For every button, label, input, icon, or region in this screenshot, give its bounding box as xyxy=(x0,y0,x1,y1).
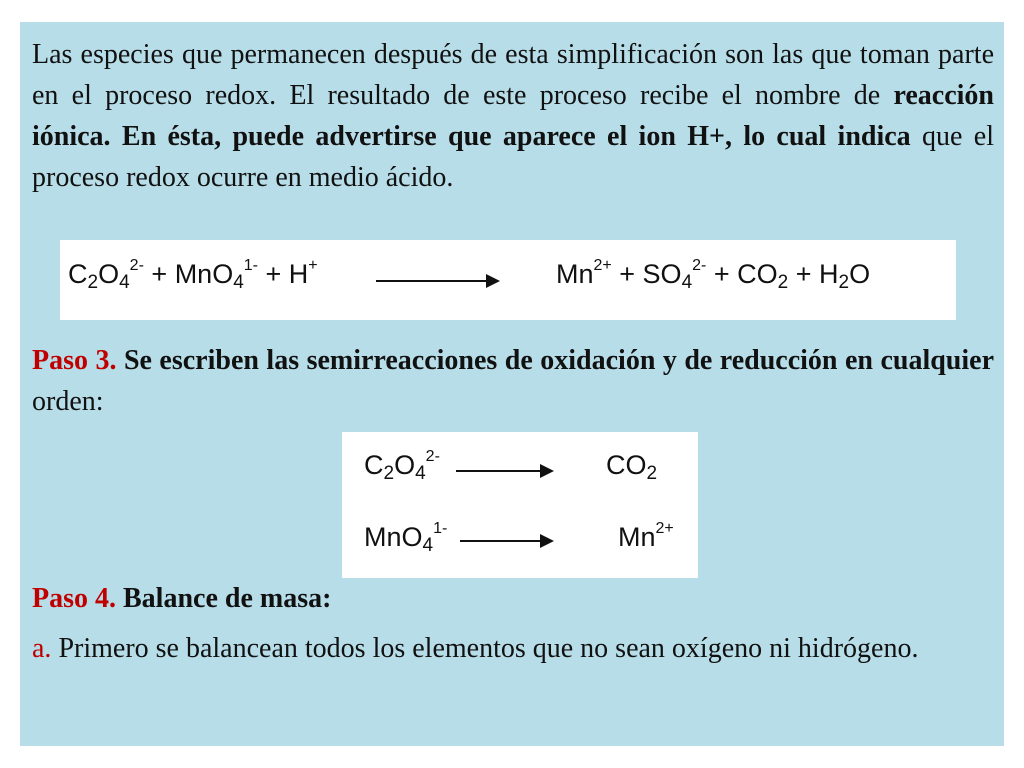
slide-panel xyxy=(20,22,1004,746)
oxidation-product: $CO_2$ xyxy=(606,450,658,484)
reaction-arrow xyxy=(376,280,498,282)
paso4-paragraph xyxy=(32,578,994,619)
intro-bold: reacción iónica. En ésta, puede advertirse que aparece el ion H+, lo cual indica xyxy=(32,80,994,152)
paso3-paragraph xyxy=(32,340,994,422)
step-a-paragraph xyxy=(32,628,994,669)
ionic-equation-products: $Mn^{2+} + SO_4^{2-} + CO_2 + H_2O$ xyxy=(556,257,871,293)
reduction-arrow xyxy=(460,540,552,542)
paso3-rest: orden: xyxy=(32,386,104,417)
intro-text: Las especies que permanecen después de esta simplificación son las que toman parte en el proceso redox. El resultado de este proceso recibe el nombre de xyxy=(32,39,994,111)
ionic-equation-box xyxy=(60,240,956,320)
half-reactions-box xyxy=(342,432,698,578)
oxidation-reactant: $C_2O_4^{2-}$ xyxy=(364,448,440,484)
paso4-label: Paso 4. xyxy=(32,583,116,614)
step-a-label: a. xyxy=(32,633,52,664)
oxidation-arrow xyxy=(456,470,552,472)
step-a-text: Primero se balancean todos los elementos que no sean oxígeno ni hidrógeno. xyxy=(51,633,919,664)
intro-text-end: que el proceso redox ocurre en medio ácido. xyxy=(32,121,994,193)
paso4-bold: Balance de masa: xyxy=(116,583,332,614)
paso3-bold: Se escriben las semirreacciones de oxidación y de reducción en cualquier xyxy=(116,345,995,376)
intro-paragraph xyxy=(32,34,994,198)
reduction-product: $Mn^{2+}$ xyxy=(618,520,674,552)
ionic-equation-reactants: $C_2O_4^{2-} + MnO_4^{1-} + H^+$ xyxy=(68,257,318,293)
paso3-label: Paso 3. xyxy=(32,345,117,376)
reduction-reactant: MnO$_4^{1-}$ xyxy=(364,520,448,556)
